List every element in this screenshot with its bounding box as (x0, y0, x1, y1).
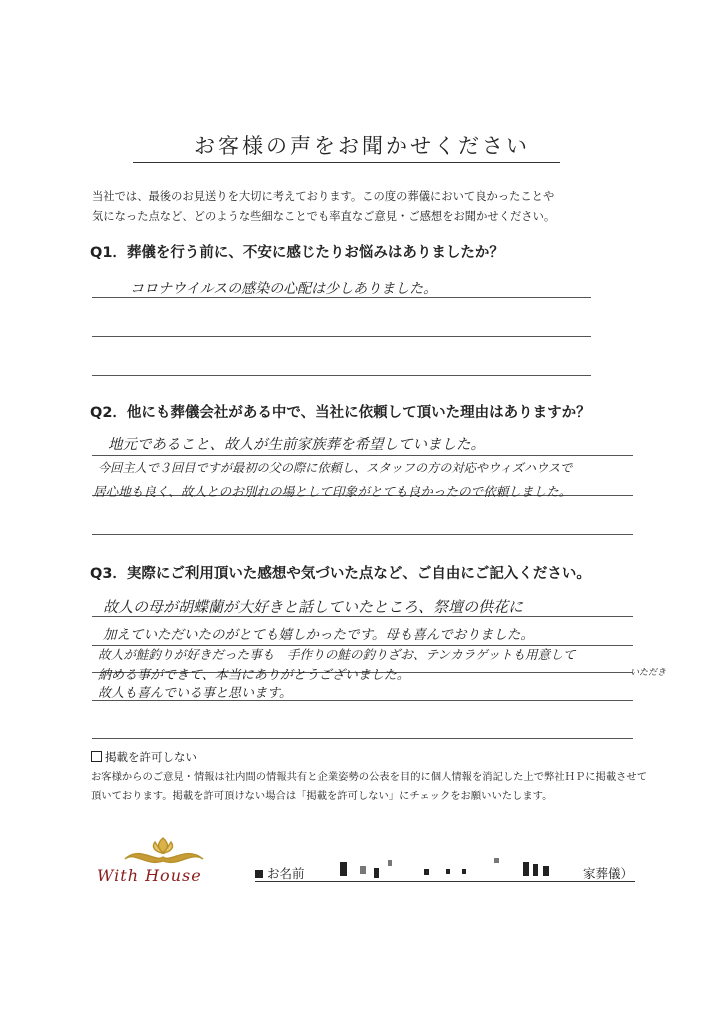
answer-2-line: 今回主人で３回目ですが最初の父の際に依頼し、スタッフの方の対応やウィズハウスで (98, 461, 573, 475)
intro-text (92, 187, 652, 227)
redaction-mark (340, 862, 347, 876)
name-label (255, 864, 305, 882)
answer-2-line: 地元であること、故人が生前家族葬を希望していました。 (108, 437, 485, 453)
redaction-mark (533, 864, 538, 876)
intro-line: 当社では、最後のお見送りを大切に考えております。この度の葬儀において良かったことや (92, 190, 555, 203)
notice-line: 頂いております。掲載を許可頂けない場合は「掲載を許可しない」にチェックをお願いいたします。 (91, 790, 553, 802)
intro-line: 気になった点など、どのような些細なことでも率直なご意見・ご感想をお聞かせください。 (92, 210, 556, 223)
redaction-mark (462, 869, 466, 874)
redaction-mark (388, 860, 392, 866)
publish-checkbox-row[interactable] (91, 749, 197, 765)
redaction-mark (543, 866, 549, 876)
question-3-label: Q3．実際にご利用頂いた感想や気づいた点など、ご自由にご記入ください。 (90, 566, 591, 582)
answer-3-margin-note: いただき (630, 668, 667, 678)
answer-3-rule (92, 700, 633, 701)
square-bullet-icon (255, 870, 263, 878)
answer-1-line: コロナウイルスの感染の心配は少しありました。 (130, 281, 438, 297)
answer-2-line: 居心地も良く、故人とのお別れの場として印象がとても良かったので依頼しました。 (93, 484, 572, 499)
answer-1-rule (92, 336, 591, 337)
name-label-text: お名前 (267, 866, 305, 881)
answer-1-rule (92, 297, 591, 298)
answer-3-rule (92, 616, 633, 617)
question-2-label: Q2．他にも葬儀会社がある中で、当社に依頼して頂いた理由はありますか？ (90, 405, 591, 421)
answer-3-line: 故人も喜んでいる事と思います。 (98, 686, 292, 701)
redaction-mark (424, 869, 429, 875)
redaction-mark (360, 866, 366, 874)
answer-3-rule (92, 738, 633, 739)
name-suffix: 家葬儀） (583, 866, 634, 881)
publish-checkbox[interactable] (91, 751, 102, 762)
logo-text: With House (97, 866, 202, 885)
publish-notice (91, 768, 651, 806)
answer-3-line: 加えていただいたのがとても嬉しかったです。母も喜んでおりました。 (103, 627, 534, 643)
redaction-mark (446, 869, 450, 874)
redaction-mark (374, 868, 379, 878)
publish-checkbox-label: 掲載を許可しない (105, 750, 197, 764)
page-title: お客様の声をお聞かせください (194, 134, 530, 158)
title-underline (133, 162, 560, 163)
notice-line: お客様からのご意見・情報は社内間の情報共有と企業姿勢の公表を目的に個人情報を消記した上で弊社ＨＰに掲載させて (91, 771, 648, 783)
answer-3-line: 故人の母が胡蝶蘭が大好きと話していたところ、祭壇の供花に (103, 598, 524, 616)
redaction-mark (523, 862, 529, 876)
answer-2-rule (92, 455, 633, 456)
answer-1-rule (92, 375, 591, 376)
name-underline (255, 881, 635, 882)
answer-3-line: 故人が鮭釣りが好きだった事も 手作りの鮭の釣りざお、テンカラゲットも用意して (98, 647, 576, 662)
answer-2-rule (92, 534, 633, 535)
redaction-mark (494, 858, 499, 863)
with-house-logo (95, 833, 235, 885)
question-1-label: Q1．葬儀を行う前に、不安に感じたりお悩みはありましたか？ (90, 245, 504, 261)
answer-3-line: 納める事ができて、本当にありがとうございました。 (98, 668, 410, 683)
